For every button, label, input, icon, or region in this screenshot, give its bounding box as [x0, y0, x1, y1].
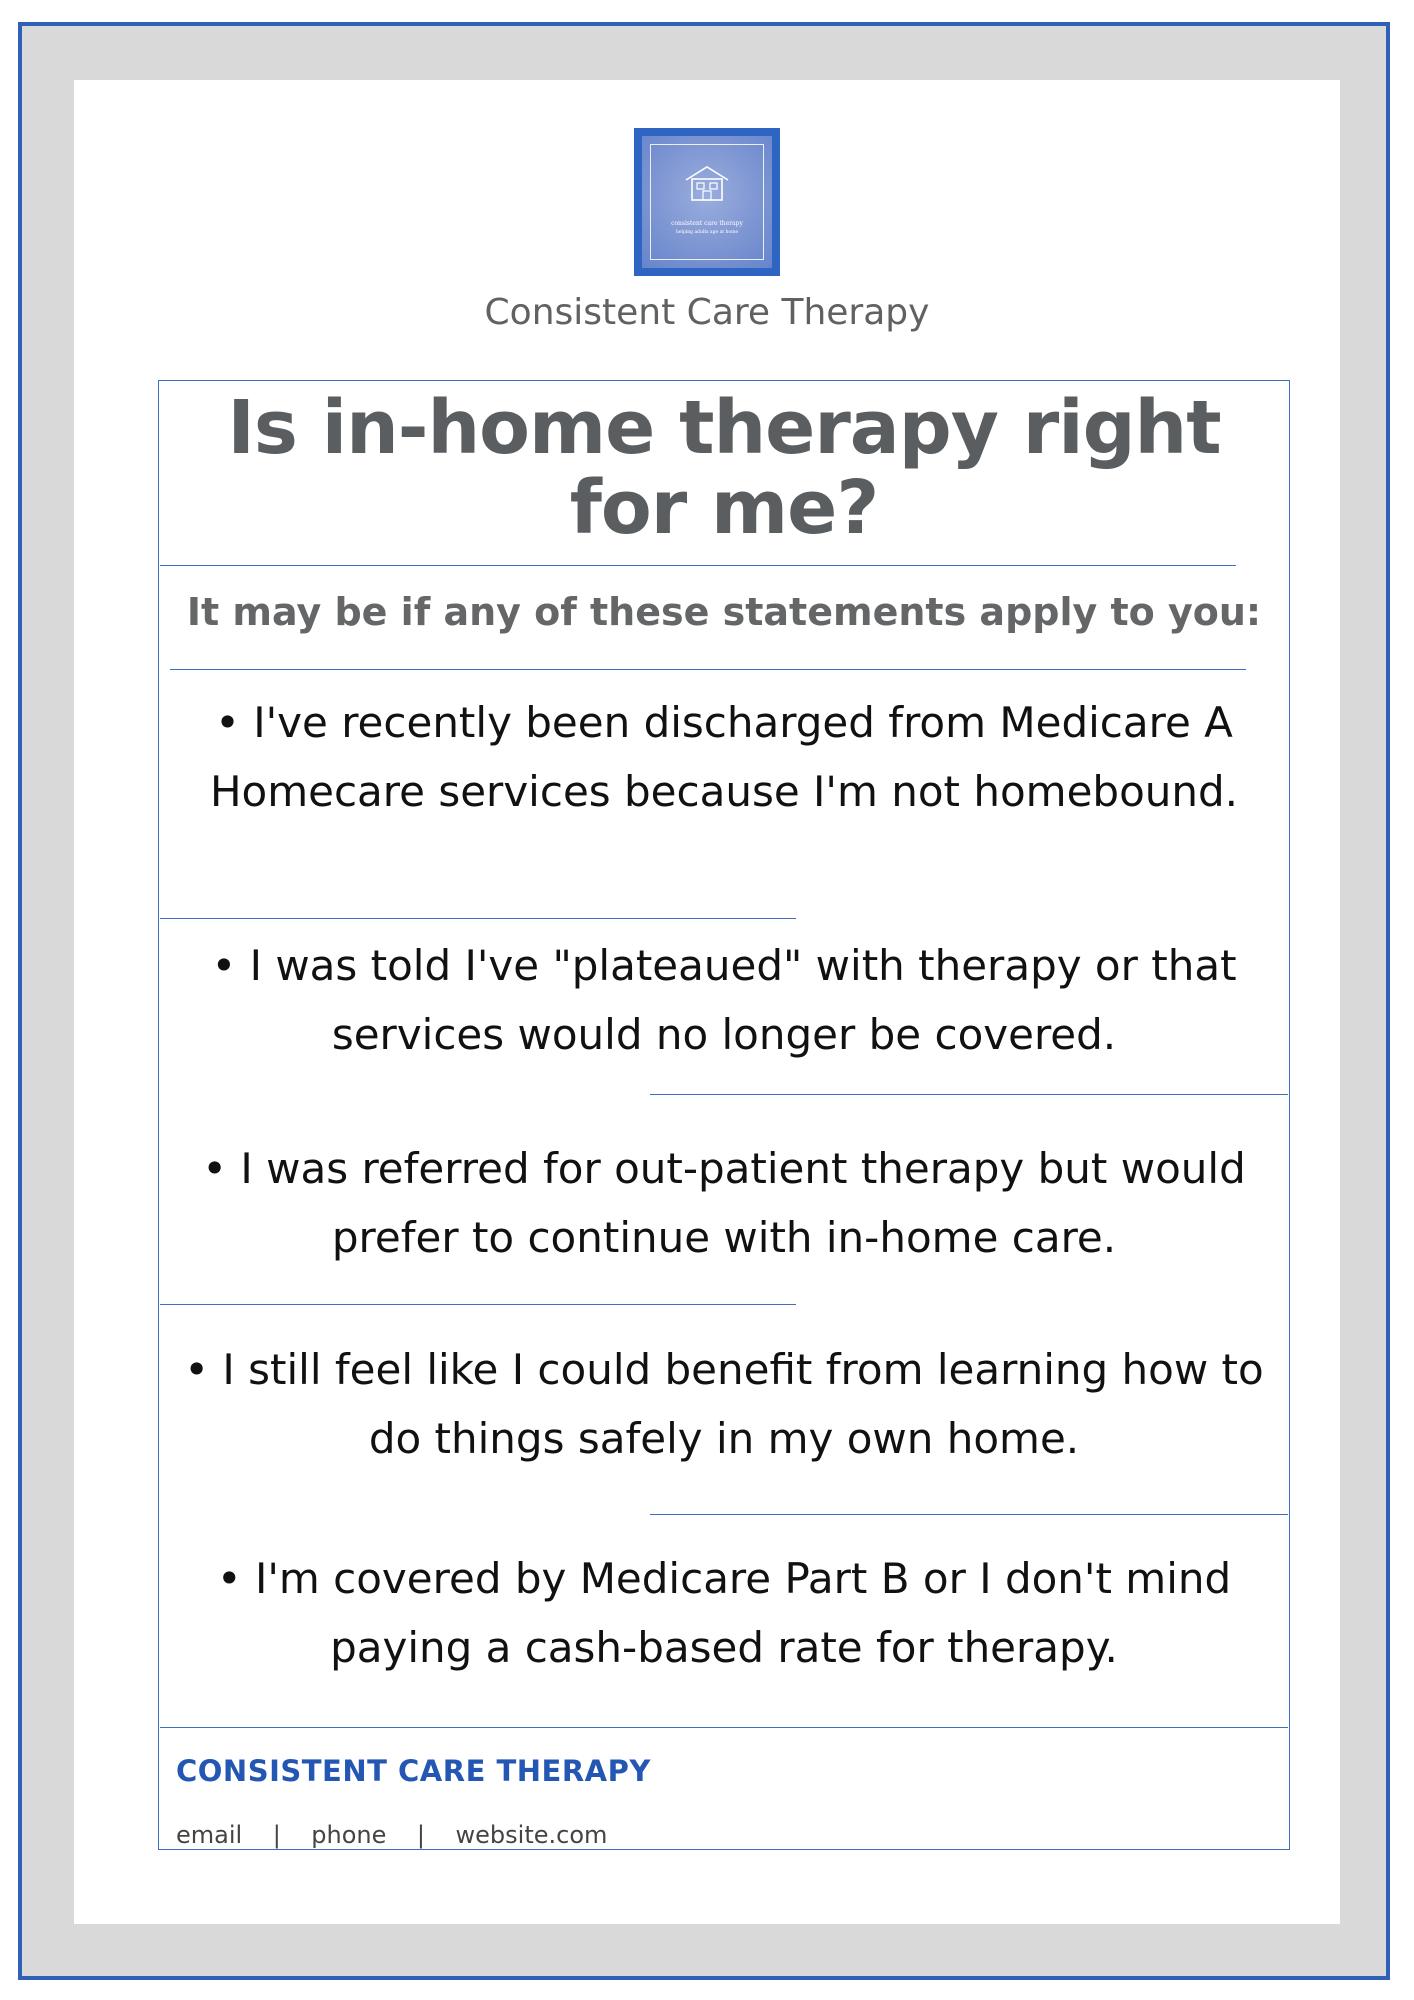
logo-border [650, 144, 764, 260]
logo-tagline: helping adults age at home [675, 230, 739, 235]
brand-name: Consistent Care Therapy [484, 292, 930, 333]
statement-1: • I've recently been discharged from Medicare A Homecare services because I'm not homebound. [209, 698, 1239, 816]
statement-5: • I'm covered by Medicare Part B or I don't mind paying a cash-based rate for therapy. [216, 1554, 1232, 1672]
divider [650, 1094, 1288, 1095]
divider [160, 918, 796, 919]
statement-3: • I was referred for out-patient therapy but would prefer to continue with in-home care. [202, 1144, 1246, 1262]
subtitle: It may be if any of these statements apply to you: [186, 590, 1262, 634]
footer-contact: email | phone | website.com [176, 1821, 608, 1849]
divider [160, 1304, 796, 1305]
page-title: Is in-home therapy right for me? [227, 385, 1221, 551]
footer-brand: CONSISTENT CARE THERAPY [176, 1754, 651, 1788]
house-icon [682, 164, 732, 202]
divider [160, 565, 1236, 566]
logo-text: consistent care therapy [671, 220, 743, 227]
logo [634, 128, 780, 276]
divider [160, 1727, 1288, 1728]
statement-4: • I still feel like I could benefit from learning how to do things safely in my own home. [184, 1345, 1264, 1463]
logo-inner [642, 136, 772, 268]
statement-2: • I was told I've "plateaued" with therapy or that services would no longer be covered. [211, 941, 1237, 1059]
divider [170, 669, 1246, 670]
divider [650, 1514, 1288, 1515]
